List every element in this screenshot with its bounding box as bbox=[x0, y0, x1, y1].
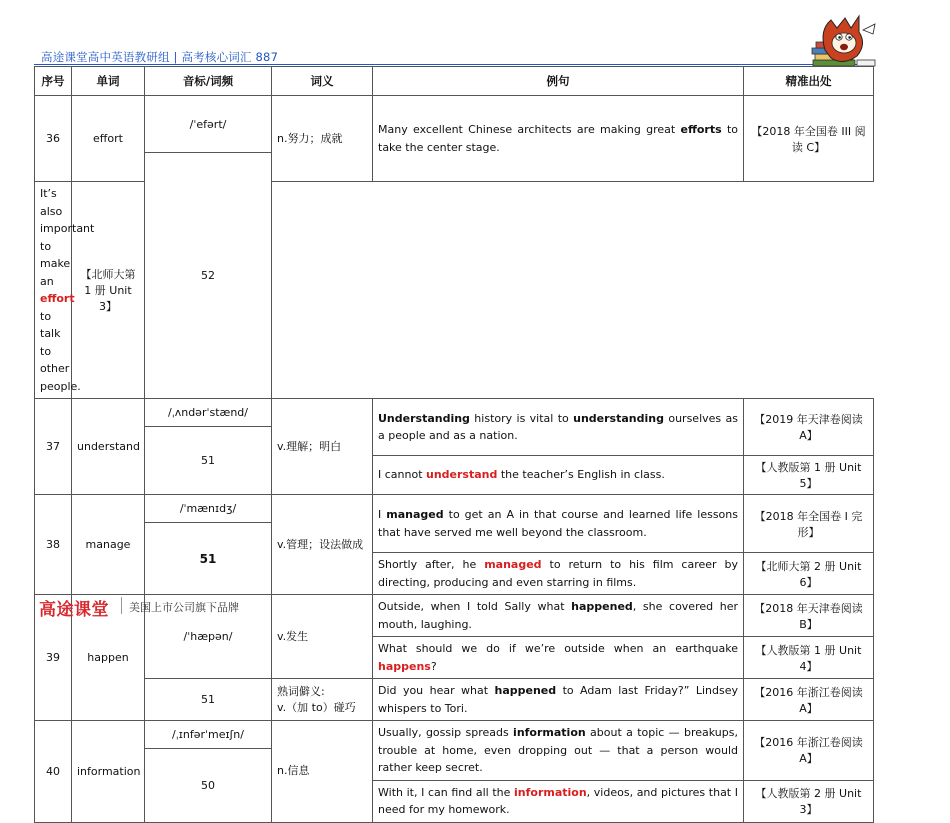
sentence-text: the teacher’s English in class. bbox=[497, 468, 665, 482]
bold-keyword: understanding bbox=[573, 411, 664, 425]
bold-keyword: happened bbox=[571, 600, 633, 613]
sentence-text: ? bbox=[430, 659, 437, 673]
header-divider bbox=[34, 64, 874, 65]
highlighted-keyword: understand bbox=[426, 468, 498, 482]
example-sentence bbox=[373, 495, 744, 553]
col-header-meaning: 词义 bbox=[272, 67, 373, 96]
example-sentence bbox=[35, 182, 95, 399]
bold-keyword: managed bbox=[386, 508, 444, 521]
sentence-text: , she covered her mouth, laughing. bbox=[378, 600, 738, 631]
example-sentence bbox=[373, 721, 744, 781]
sentence-text: I cannot bbox=[378, 468, 427, 482]
example-sentence bbox=[373, 399, 744, 456]
row-number: 36 bbox=[35, 96, 72, 182]
bold-keyword: Understanding bbox=[378, 411, 470, 425]
col-header-phonetic-frequency: 音标/词频 bbox=[145, 67, 272, 96]
example-sentence bbox=[373, 679, 744, 721]
sentence-text: to return to his film career by directing, producing and even starring in films. bbox=[378, 558, 738, 589]
highlighted-keyword: happens bbox=[378, 659, 431, 673]
row-word: information bbox=[72, 721, 145, 823]
sentence-text: to get an A in that course and learned life lessons that have served me well beyond the classroom. bbox=[378, 508, 738, 539]
sentence-text: to take the center stage. bbox=[378, 123, 738, 154]
row-phonetic: /ˌʌndərˈstænd/ bbox=[145, 399, 272, 427]
example-source: 【人教版第 2 册 Unit 3】 bbox=[744, 780, 874, 822]
sentence-text: history is vital to bbox=[469, 411, 574, 425]
table-row bbox=[35, 721, 874, 749]
footer-logo: 高途课堂 bbox=[39, 600, 109, 620]
table-row bbox=[35, 495, 874, 523]
sentence-text: Shortly after, he bbox=[378, 558, 485, 571]
example-source: 【2019 年天津卷阅读 A】 bbox=[744, 399, 874, 456]
bold-keyword: efforts bbox=[680, 123, 722, 136]
footer-divider bbox=[121, 597, 122, 614]
vocab-table bbox=[34, 66, 874, 823]
header-title: 高途课堂高中英语教研组 | 高考核心词汇 887 bbox=[41, 50, 279, 64]
row-meaning: v.发生 bbox=[272, 595, 373, 679]
example-sentence bbox=[373, 595, 744, 637]
row-number: 38 bbox=[35, 495, 72, 595]
row-number: 37 bbox=[35, 399, 72, 495]
example-source: 【人教版第 1 册 Unit 5】 bbox=[744, 456, 874, 495]
table-header-row bbox=[35, 67, 874, 96]
sentence-text: I bbox=[378, 508, 387, 521]
example-source: 【2018 年全国卷 III 阅读 C】 bbox=[744, 96, 874, 182]
sentence-text: , videos, and pictures that I need for my homework. bbox=[378, 785, 738, 816]
row-frequency: 51 bbox=[145, 427, 272, 495]
example-source: 【2016 年浙江卷阅读 A】 bbox=[744, 721, 874, 781]
col-header-example: 例句 bbox=[373, 67, 744, 96]
example-source: 【北师大第 2 册 Unit 6】 bbox=[744, 553, 874, 595]
col-header-word: 单词 bbox=[72, 67, 145, 96]
sentence-text: Usually, gossip spreads bbox=[378, 726, 514, 739]
table-row bbox=[35, 679, 874, 721]
sentence-text: to Adam last Friday?” Lindsey whispers to Tori. bbox=[378, 684, 738, 715]
footer-slogan: 美国上市公司旗下品牌 bbox=[129, 601, 239, 614]
row-phonetic: /ˈhæpən/ bbox=[145, 595, 272, 679]
row-word: effort bbox=[72, 96, 145, 182]
example-sentence bbox=[373, 96, 744, 182]
sentence-text: It’s also important to make an bbox=[40, 187, 95, 288]
row-number: 40 bbox=[35, 721, 72, 823]
sentence-text: Did you hear what bbox=[378, 684, 495, 697]
highlighted-keyword: information bbox=[514, 785, 587, 799]
example-sentence bbox=[373, 637, 744, 679]
row-word: happen bbox=[72, 595, 145, 721]
row-word: manage bbox=[72, 495, 145, 595]
sentence-text: Many excellent Chinese architects are making great bbox=[378, 123, 681, 136]
sentence-text: What should we do if we’re outside when an earthquake bbox=[378, 642, 738, 655]
bold-keyword: happened bbox=[494, 684, 557, 697]
example-sentence bbox=[373, 456, 744, 495]
bold-keyword: information bbox=[513, 726, 586, 739]
table-row bbox=[35, 96, 874, 153]
example-source: 【2018 年天津卷阅读 B】 bbox=[744, 595, 874, 637]
row-phonetic: /ˌɪnfərˈmeɪʃn/ bbox=[145, 721, 272, 749]
idiom-meaning: v.（加 to）碰巧 bbox=[277, 700, 356, 714]
idiom-meaning-cell bbox=[272, 679, 373, 721]
idiom-label: 熟词僻义: bbox=[277, 684, 325, 698]
row-frequency: 51 bbox=[145, 523, 272, 595]
row-meaning: v.理解；明白 bbox=[272, 399, 373, 495]
example-sentence bbox=[373, 553, 744, 595]
example-sentence bbox=[373, 780, 744, 822]
example-source: 【2018 年全国卷 I 完形】 bbox=[744, 495, 874, 553]
table-row bbox=[35, 399, 874, 427]
sentence-text: Outside, when I told Sally what bbox=[378, 600, 572, 613]
sentence-text: With it, I can find all the bbox=[378, 785, 514, 799]
sentence-text: to talk to other people. bbox=[40, 309, 81, 393]
highlighted-keyword: effort bbox=[40, 292, 75, 305]
row-number: 39 bbox=[35, 595, 72, 721]
col-header-source: 精准出处 bbox=[744, 67, 874, 96]
row-phonetic: /ˈefərt/ bbox=[145, 96, 272, 153]
example-source: 【北师大第 1 册 Unit 3】 bbox=[72, 182, 145, 399]
row-frequency: 52 bbox=[145, 153, 272, 399]
highlighted-keyword: managed bbox=[484, 558, 542, 571]
row-word: understand bbox=[72, 399, 145, 495]
col-header-number: 序号 bbox=[35, 67, 72, 96]
row-frequency: 50 bbox=[145, 749, 272, 823]
example-source: 【2016 年浙江卷阅读 A】 bbox=[744, 679, 874, 721]
row-meaning: v.管理；设法做成 bbox=[272, 495, 373, 595]
row-phonetic: /ˈmænɪdʒ/ bbox=[145, 495, 272, 523]
row-frequency: 51 bbox=[145, 679, 272, 721]
sentence-text: ourselves as a people and as a nation. bbox=[378, 411, 738, 442]
cartoon-mascot-icon bbox=[807, 10, 882, 70]
row-meaning: n.努力；成就 bbox=[272, 96, 373, 182]
sentence-text: about a topic — breakups, trouble at home, even dropping out — that a person would rather keep secret. bbox=[378, 726, 738, 774]
example-source: 【人教版第 1 册 Unit 4】 bbox=[744, 637, 874, 679]
row-meaning: n.信息 bbox=[272, 721, 373, 823]
